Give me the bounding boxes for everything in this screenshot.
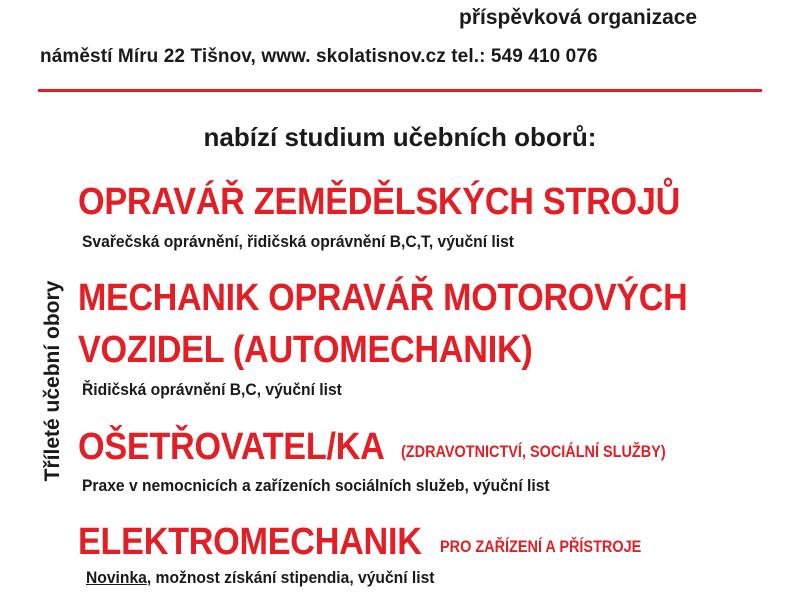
field-3-heading <box>78 425 712 469</box>
novinka-label: Novinka <box>86 568 147 587</box>
field-4-title: ELEKTROMECHANIK <box>78 521 422 563</box>
field-3-description: Praxe v nemocnicích a zařízeních sociálních služeb, výuční list <box>82 476 550 495</box>
header-divider <box>38 89 762 92</box>
field-2-title-line-1: MECHANIK OPRAVÁŘ MOTOROVÝCH <box>78 277 688 319</box>
field-1-title: OPRAVÁŘ ZEMĚDĚLSKÝCH STROJŮ <box>78 181 681 223</box>
contact-line: náměstí Míru 22 Tišnov, www. skolatisnov.cz tel.: 549 410 076 <box>40 46 598 67</box>
field-4-subtitle: PRO ZAŘÍZENÍ A PŘÍSTROJE <box>439 537 642 556</box>
field-2-title-line-2: VOZIDEL (AUTOMECHANIK) <box>78 329 533 371</box>
side-label-box <box>35 178 71 585</box>
field-2-description: Řidičská oprávnění B,C, výuční list <box>82 380 342 399</box>
field-3-subtitle: (ZDRAVOTNICTVÍ, SOCIÁLNÍ SLUŽBY) <box>400 442 666 461</box>
offer-heading: nabízí studium učebních oborů: <box>203 122 597 152</box>
side-label: Tříleté učební obory <box>41 280 64 482</box>
field-4-description: , možnost získání stipendia, výuční list <box>146 568 435 587</box>
field-3-title: OŠETŘOVATEL/KA <box>78 426 385 468</box>
field-4-heading <box>78 520 677 564</box>
field-1-description: Svařečská oprávnění, řidičská oprávnění B,C,T, výuční list <box>82 232 515 251</box>
organization-type: příspěvková organizace <box>459 6 698 29</box>
field-4-description-line <box>86 568 435 588</box>
